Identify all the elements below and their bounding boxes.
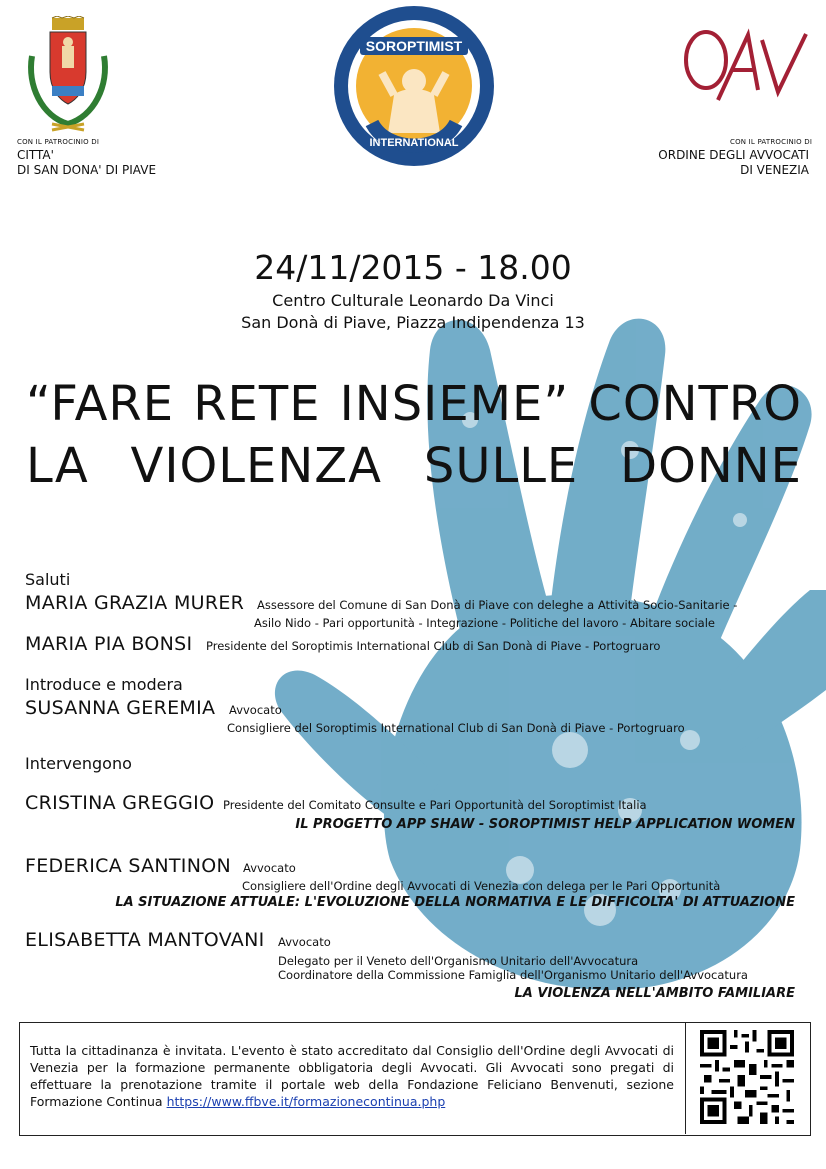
saluti-label: Saluti [25, 570, 71, 589]
speaker-name-mantovani: ELISABETTA MANTOVANI [25, 929, 265, 951]
title-line-2 [26, 435, 802, 497]
soroptimist-top-text: SOROPTIMIST [365, 38, 463, 54]
talk-title-greggio: IL PROGETTO APP SHAW - SOROPTIMIST HELP APPLICATION WOMEN [295, 817, 795, 832]
left-patronage-caption: CON IL PATROCINIO DI [17, 138, 100, 146]
qr-code-icon[interactable] [700, 1030, 794, 1124]
speaker-desc-murer-1: Assessore del Comune di San Donà di Piave con deleghe a Attività Socio-Sanitarie - [257, 598, 738, 612]
speaker-name-bonsi: MARIA PIA BONSI [25, 633, 193, 655]
speaker-desc-bonsi: Presidente del Soroptimis International Club di San Donà di Piave - Portogruaro [206, 639, 661, 653]
modera-label: Introduce e modera [25, 675, 183, 694]
left-patronage-line2: DI SAN DONA' DI PIAVE [17, 163, 157, 177]
soroptimist-bottom-text: INTERNATIONAL [369, 137, 459, 149]
speaker-desc-mantovani-3: Coordinatore della Commissione Famiglia dell'Organismo Unitario dell'Avvocatura [278, 968, 748, 982]
speaker-desc-geremia-2: Consigliere del Soroptimis International Club di San Donà di Piave - Portogruaro [227, 721, 685, 735]
title-word: CONTRO [588, 376, 802, 432]
oav-logo [678, 20, 808, 110]
right-patronage-caption: CON IL PATROCINIO DI [730, 138, 813, 146]
speaker-desc-greggio: Presidente del Comitato Consulte e Pari Opportunità del Soroptimist Italia [223, 798, 647, 812]
registration-notice [30, 1042, 674, 1110]
event-title [26, 373, 802, 497]
talk-title-mantovani: LA VIOLENZA NELL'AMBITO FAMILIARE [514, 986, 795, 1001]
speaker-name-santinon: FEDERICA SANTINON [25, 855, 231, 877]
speaker-desc-santinon-2: Consigliere dell'Ordine degli Avvocati di Venezia con delega per le Pari Opportunità [242, 879, 721, 893]
venue-line1: Centro Culturale Leonardo Da Vinci [272, 291, 554, 310]
event-datetime: 24/11/2015 - 18.00 [254, 248, 572, 287]
intervengono-label: Intervengono [25, 754, 132, 773]
right-patronage-line1: ORDINE DEGLI AVVOCATI [658, 148, 809, 162]
registration-link[interactable]: https://www.ffbve.it/formazionecontinua.php [166, 1094, 446, 1109]
title-word: SULLE [423, 438, 579, 494]
talk-title-santinon: LA SITUAZIONE ATTUALE: L'EVOLUZIONE DELLA NORMATIVA E LE DIFFICOLTA' DI ATTUAZIONE [115, 895, 795, 910]
right-patronage-line2: DI VENEZIA [740, 163, 809, 177]
speaker-desc-geremia-1: Avvocato [229, 703, 282, 717]
speaker-name-greggio: CRISTINA GREGGIO [25, 792, 215, 814]
title-word: RETE [193, 376, 321, 432]
title-word: “FARE [26, 376, 175, 432]
notice-text: Tutta la cittadinanza è invitata. L'evento è stato accreditato dal Consiglio dell'Ordine degli Avvocati di Venezia per la formazione permanente obbligatoria degli Avvocati. Gli Avvocati sono pregati di effettuare la prenotazione tramite il portale web della Fondazione Feliciano Benvenuti, sezione Formazione Continua [30, 1043, 674, 1109]
speaker-name-murer: MARIA GRAZIA MURER [25, 592, 245, 614]
speaker-desc-mantovani-2: Delegato per il Veneto dell'Organismo Unitario dell'Avvocatura [278, 954, 639, 968]
speaker-desc-santinon-1: Avvocato [243, 861, 296, 875]
title-word: INSIEME” [339, 376, 570, 432]
title-line-1 [26, 373, 802, 435]
left-patronage-line1: CITTA' [17, 148, 54, 162]
title-word: LA [26, 438, 89, 494]
speaker-desc-mantovani-1: Avvocato [278, 935, 331, 949]
speaker-desc-murer-2: Asilo Nido - Pari opportunità - Integrazione - Politiche del lavoro - Abitare sociale [254, 616, 715, 630]
coat-of-arms-logo [22, 16, 114, 134]
title-word: VIOLENZA [130, 438, 382, 494]
info-box-divider [685, 1022, 686, 1134]
title-word: DONNE [620, 438, 802, 494]
venue-line2: San Donà di Piave, Piazza Indipendenza 13 [241, 313, 585, 332]
speaker-name-geremia: SUSANNA GEREMIA [25, 697, 216, 719]
soroptimist-logo [332, 3, 496, 169]
